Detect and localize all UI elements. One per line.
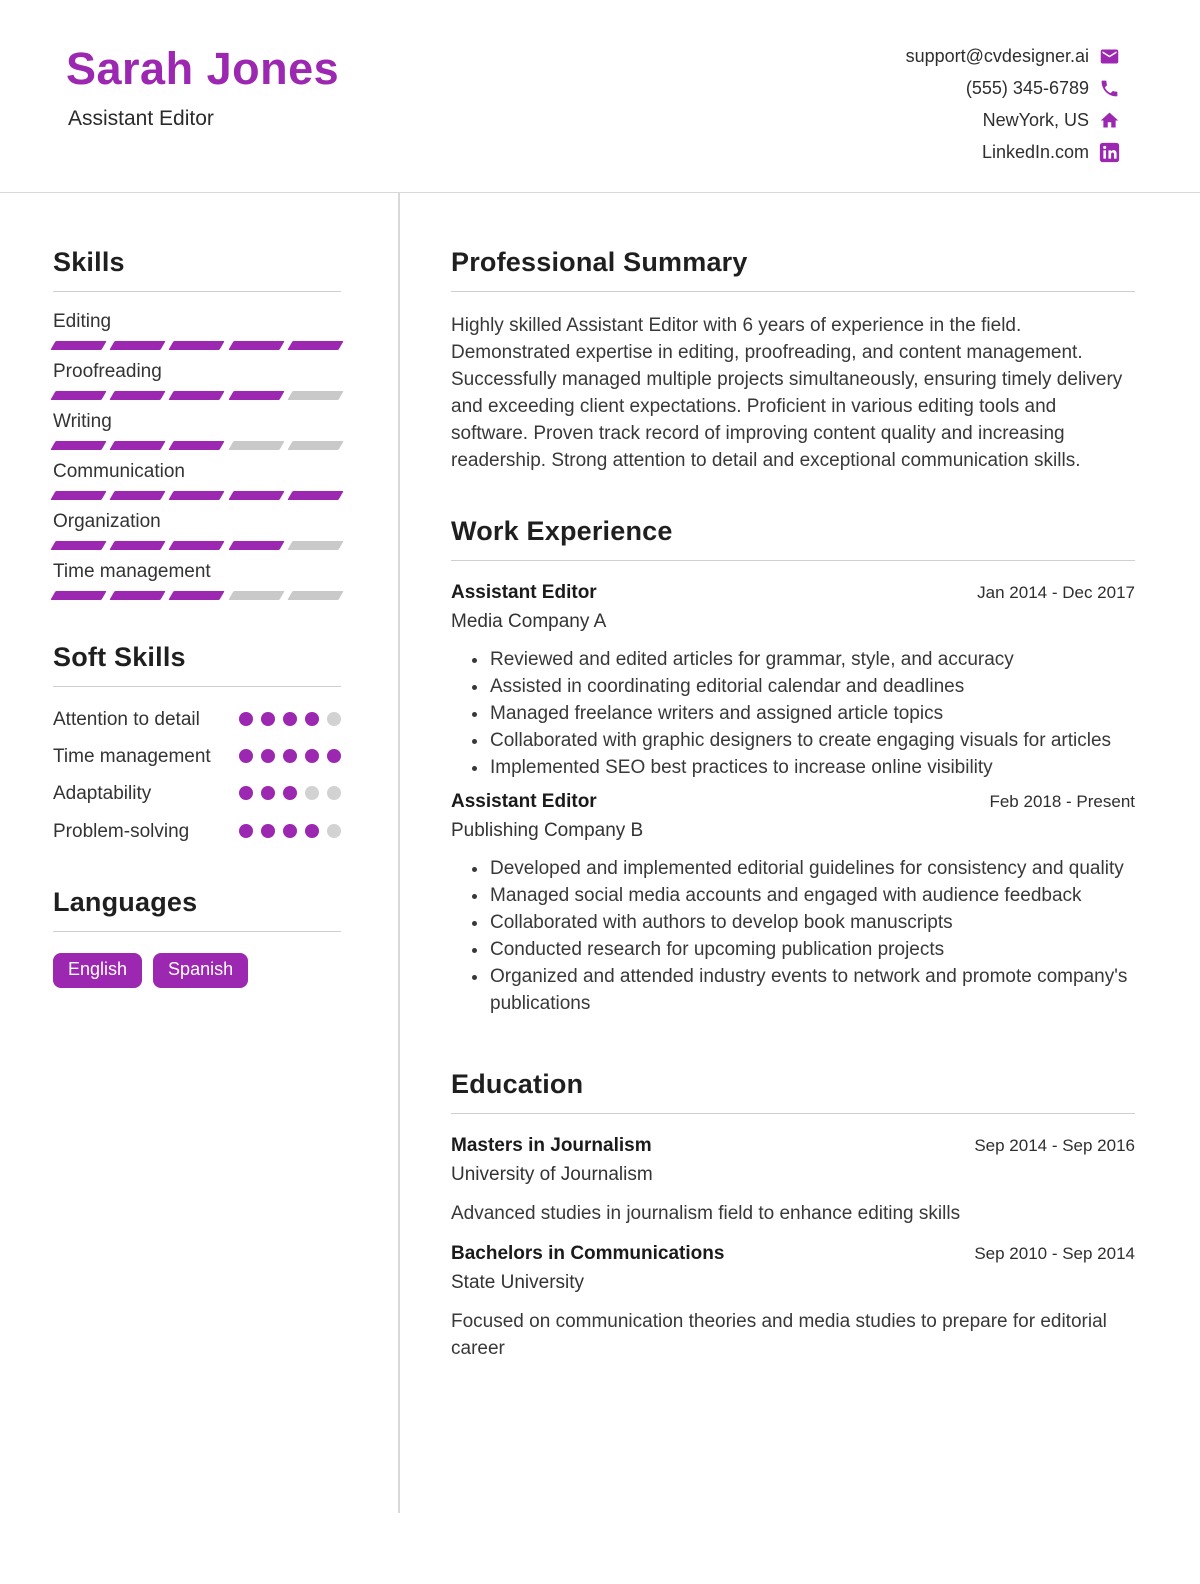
skill-meter [53, 541, 341, 550]
education-description: Advanced studies in journalism field to enhance editing skills [451, 1203, 961, 1224]
skill-item [53, 461, 341, 500]
skill-label: Editing [53, 311, 112, 332]
meter-segment [228, 541, 284, 550]
soft-skill-item [53, 819, 341, 845]
person-job-title: Assistant Editor [68, 106, 214, 130]
education-section [451, 1069, 1135, 1362]
meter-dot [327, 824, 341, 838]
contact-location [906, 110, 1120, 131]
skill-label: Time management [53, 561, 211, 582]
skill-label: Proofreading [53, 361, 162, 382]
meter-dot [261, 824, 275, 838]
skill-label: Writing [53, 411, 112, 432]
meter-segment [110, 341, 166, 350]
job-bullet: • Conducted research for upcoming publication projects [489, 936, 1135, 963]
meter-segment [169, 441, 225, 450]
school-name: State University [451, 1272, 585, 1293]
meter-dot [327, 712, 341, 726]
summary-heading: Professional Summary [451, 247, 748, 277]
job-bullet: • Organized and attended industry events to network and promote company's publications [489, 963, 1135, 1017]
meter-segment [287, 491, 343, 500]
phone-icon [1099, 78, 1120, 99]
contact-phone[interactable] [906, 78, 1120, 99]
summary-divider [451, 291, 1135, 292]
work-heading: Work Experience [451, 516, 673, 546]
degree-title: Bachelors in Communications [451, 1243, 725, 1264]
job-company: Media Company A [451, 611, 607, 632]
languages-heading: Languages [53, 886, 198, 917]
meter-segment [228, 591, 284, 600]
soft-skill-meter [239, 749, 341, 763]
job-bullet: • Managed freelance writers and assigned article topics [489, 700, 1135, 727]
education-entry [451, 1135, 1135, 1227]
meter-segment [287, 341, 343, 350]
contact-linkedin[interactable] [906, 142, 1120, 163]
skill-item [53, 361, 341, 400]
skill-item [53, 411, 341, 450]
meter-segment [50, 441, 106, 450]
meter-segment [169, 341, 225, 350]
meter-segment [110, 591, 166, 600]
meter-dot [239, 712, 253, 726]
job-company: Publishing Company B [451, 820, 644, 841]
meter-dot [283, 786, 297, 800]
soft-skill-item [53, 707, 341, 733]
education-header [451, 1243, 1135, 1265]
job-bullet: • Reviewed and edited articles for grammar, style, and accuracy [489, 646, 1135, 673]
skill-label: Communication [53, 461, 185, 482]
contact-phone-text: (555) 345-6789 [965, 78, 1089, 98]
meter-segment [287, 541, 343, 550]
meter-dot [305, 824, 319, 838]
skill-label: Organization [53, 511, 161, 532]
soft-skills-divider [53, 686, 341, 687]
meter-segment [110, 441, 166, 450]
job-bullet: • Collaborated with authors to develop book manuscripts [489, 909, 1135, 936]
degree-title: Masters in Journalism [451, 1135, 652, 1156]
contact-linkedin-text: LinkedIn.com [981, 142, 1089, 162]
skill-meter [53, 591, 341, 600]
meter-segment [50, 341, 106, 350]
education-description: Focused on communication theories and media studies to prepare for editorial career [451, 1311, 1107, 1359]
contact-block [906, 46, 1120, 174]
main-content [400, 193, 1200, 1513]
education-header [451, 1135, 1135, 1157]
meter-segment [50, 391, 106, 400]
meter-segment [169, 391, 225, 400]
summary-section [451, 247, 1135, 474]
job-bullet-list [489, 646, 1135, 781]
meter-segment [50, 541, 106, 550]
education-heading: Education [451, 1069, 584, 1099]
meter-segment [228, 441, 284, 450]
sidebar [0, 193, 400, 1513]
meter-segment [110, 541, 166, 550]
meter-dot [239, 824, 253, 838]
linkedin-icon [1099, 142, 1120, 163]
home-icon [1099, 110, 1120, 131]
meter-segment [228, 491, 284, 500]
contact-email[interactable] [906, 46, 1120, 67]
job-bullet: • Assisted in coordinating editorial calendar and deadlines [489, 673, 1135, 700]
job-entry [451, 582, 1135, 781]
meter-segment [50, 491, 106, 500]
work-divider [451, 560, 1135, 561]
skills-divider [53, 291, 341, 292]
email-icon [1099, 46, 1120, 67]
skill-meter [53, 341, 341, 350]
soft-skill-meter [239, 712, 341, 726]
languages-divider [53, 931, 341, 932]
job-bullet-list [489, 855, 1135, 1017]
meter-segment [169, 591, 225, 600]
meter-segment [228, 341, 284, 350]
languages-section [53, 887, 341, 988]
work-experience-section [451, 516, 1135, 1017]
summary-text: Highly skilled Assistant Editor with 6 years of experience in the field. Demonstrated expertise in editing, proofreading, and content management. Successfully managed multiple projects simultaneously, ensuring timely delivery and exceeding client expectations. Proficient in various editing tools and software. Proven track record of improving content quality and increasing readership. Strong attention to detail and exceptional communication skills. [451, 315, 1123, 471]
education-entry [451, 1243, 1135, 1362]
meter-dot [261, 749, 275, 763]
job-title: Assistant Editor [451, 791, 597, 812]
skills-list [53, 311, 341, 600]
person-name: Sarah Jones [66, 43, 340, 94]
job-bullet: • Developed and implemented editorial guidelines for consistency and quality [489, 855, 1135, 882]
meter-segment [169, 541, 225, 550]
meter-segment [50, 591, 106, 600]
job-header [451, 582, 1135, 604]
education-divider [451, 1113, 1135, 1114]
job-title: Assistant Editor [451, 582, 597, 603]
school-name: University of Journalism [451, 1164, 653, 1185]
soft-skills-list [53, 707, 341, 845]
soft-skill-meter [239, 786, 341, 800]
resume-header [0, 0, 1200, 193]
skill-meter [53, 391, 341, 400]
soft-skill-label: Attention to detail [53, 709, 200, 730]
language-badge: Spanish [153, 953, 248, 988]
meter-segment [110, 391, 166, 400]
meter-segment [169, 491, 225, 500]
languages-list [53, 953, 341, 988]
skill-item [53, 561, 341, 600]
meter-dot [283, 749, 297, 763]
skill-item [53, 511, 341, 550]
meter-dot [305, 712, 319, 726]
skill-meter [53, 441, 341, 450]
education-dates: Sep 2014 - Sep 2016 [974, 1136, 1135, 1155]
meter-segment [287, 591, 343, 600]
job-bullet: • Implemented SEO best practices to increase online visibility [489, 754, 1135, 781]
job-bullet: • Collaborated with graphic designers to create engaging visuals for articles [489, 727, 1135, 754]
meter-segment [287, 391, 343, 400]
meter-segment [228, 391, 284, 400]
soft-skills-heading: Soft Skills [53, 642, 186, 672]
meter-dot [327, 786, 341, 800]
job-bullet: • Managed social media accounts and engaged with audience feedback [489, 882, 1135, 909]
soft-skill-item [53, 744, 341, 770]
job-entry [451, 791, 1135, 1017]
job-dates: Feb 2018 - Present [989, 792, 1135, 811]
education-dates: Sep 2010 - Sep 2014 [974, 1244, 1135, 1263]
soft-skill-item [53, 781, 341, 807]
contact-email-text: support@cvdesigner.ai [905, 46, 1089, 66]
meter-dot [239, 749, 253, 763]
soft-skill-meter [239, 824, 341, 838]
meter-dot [283, 824, 297, 838]
meter-dot [305, 786, 319, 800]
language-badge: English [53, 953, 142, 988]
meter-segment [287, 441, 343, 450]
soft-skill-label: Problem-solving [53, 820, 190, 842]
skill-item [53, 311, 341, 350]
meter-dot [239, 786, 253, 800]
skills-section [53, 247, 341, 600]
contact-location-text: NewYork, US [982, 110, 1089, 130]
meter-dot [261, 786, 275, 800]
soft-skill-label: Adaptability [53, 783, 152, 805]
meter-segment [110, 491, 166, 500]
identity-block [66, 44, 339, 131]
job-dates: Jan 2014 - Dec 2017 [977, 583, 1135, 602]
skills-heading: Skills [53, 247, 125, 277]
soft-skills-section [53, 642, 341, 845]
skill-meter [53, 491, 341, 500]
meter-dot [261, 712, 275, 726]
meter-dot [305, 749, 319, 763]
meter-dot [283, 712, 297, 726]
soft-skill-label: Time management [53, 746, 211, 768]
job-header [451, 791, 1135, 813]
meter-dot [327, 749, 341, 763]
resume-body [0, 193, 1200, 1513]
